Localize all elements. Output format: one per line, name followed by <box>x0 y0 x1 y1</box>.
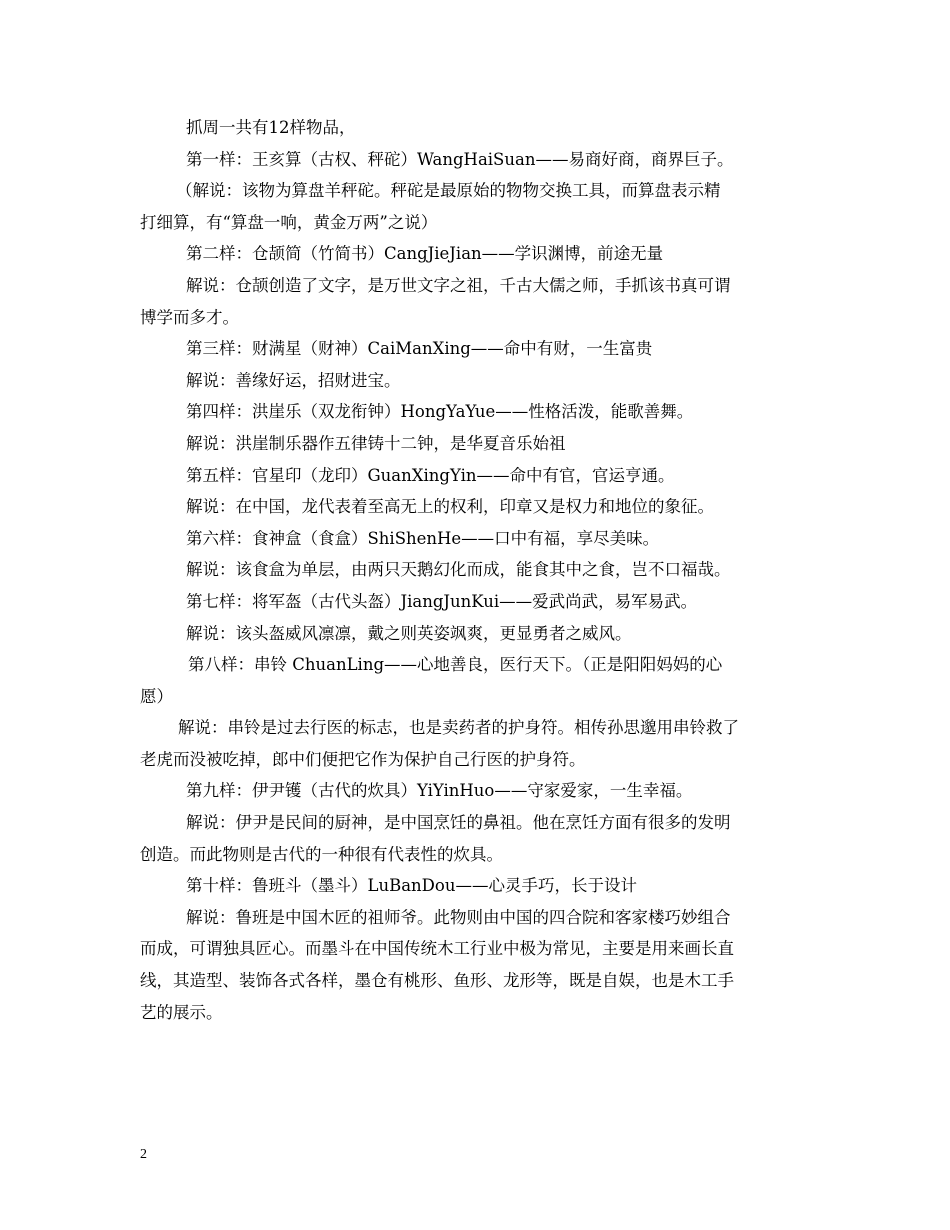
text-line: 第六样：食神盒（食盒）ShiShenHe——口中有福，享尽美味。 <box>186 528 660 548</box>
text-line: 打细算，有“算盘一响，黄金万两”之说） <box>140 212 438 232</box>
text-line: 解说：该食盒为单层，由两只天鹅幻化而成，能食其中之食，岂不口福哉。 <box>186 560 731 580</box>
text-line: 第二样：仓颉简（竹简书）CangJieJian——学识渊博，前途无量 <box>186 244 664 264</box>
text-line: 解说：鲁班是中国木匠的祖师爷。此物则由中国的四合院和客家楼巧妙组合 <box>186 907 731 927</box>
text-line: 第七样：将军盔（古代头盔）JiangJunKui——爱武尚武，易军易武。 <box>186 591 698 611</box>
text-line: 抓周一共有12样物品， <box>186 118 356 137</box>
text-line: 第四样：洪崖乐（双龙衔钟）HongYaYue——性格活泼，能歌善舞。 <box>186 402 694 422</box>
text-line: 老虎而没被吃掉，郎中们便把它作为保护自己行医的护身符。 <box>140 749 586 769</box>
text-line: 而成，可谓独具匠心。而墨斗在中国传统木工行业中极为常见，主要是用来画长直 <box>140 939 734 959</box>
text-line: 艺的展示。 <box>140 1002 223 1022</box>
text-line: 创造。而此物则是古代的一种很有代表性的炊具。 <box>140 844 503 864</box>
text-line: 解说：仓颉创造了文字，是万世文字之祖，千古大儒之师，手抓该书真可谓 <box>186 275 731 295</box>
text-line: 解说：善缘好运，招财进宝。 <box>186 370 401 390</box>
text-line: 解说：在中国，龙代表着至高无上的权利，印章又是权力和地位的象征。 <box>186 497 714 517</box>
document-page <box>140 112 815 1028</box>
text-line: 第一样：王亥算（古权、秤砣）WangHaiSuan——易商好商，商界巨子。 <box>186 149 734 169</box>
text-line: 线，其造型、装饰各式各样，墨仓有桃形、鱼形、龙形等，既是自娱，也是木工手 <box>140 971 734 991</box>
text-line: 第八样：串铃 ChuanLing——心地善良，医行天下。（正是阳阳妈妈的心 <box>188 655 723 675</box>
text-line: 第十样：鲁班斗（墨斗）LuBanDou——心灵手巧，长于设计 <box>186 876 637 896</box>
text-line: 第三样：财满星（财神）CaiManXing——命中有财，一生富贵 <box>186 339 653 359</box>
text-line: 愿） <box>140 686 173 706</box>
text-line: 解说：串铃是过去行医的标志，也是卖药者的护身符。相传孙思邈用串铃救了 <box>178 718 739 738</box>
text-line: 第五样：官星印（龙印）GuanXingYin——命中有官，官运亨通。 <box>186 465 675 485</box>
page-number: 2 <box>140 1147 147 1162</box>
text-line: 解说：洪崖制乐器作五律铸十二钟，是华夏音乐始祖 <box>186 433 566 453</box>
text-line: （解说：该物为算盘羊秤砣。秤砣是最原始的物物交换工具，而算盘表示精 <box>176 181 721 201</box>
text-line: 博学而多才。 <box>140 307 239 327</box>
text-line: 解说：该头盔威风凛凛，戴之则英姿飒爽，更显勇者之威风。 <box>186 623 632 643</box>
text-line: 解说：伊尹是民间的厨神，是中国烹饪的鼻祖。他在烹饪方面有很多的发明 <box>186 813 731 833</box>
text-line: 第九样：伊尹镬（古代的炊具）YiYinHuo——守家爱家，一生幸福。 <box>186 781 693 801</box>
